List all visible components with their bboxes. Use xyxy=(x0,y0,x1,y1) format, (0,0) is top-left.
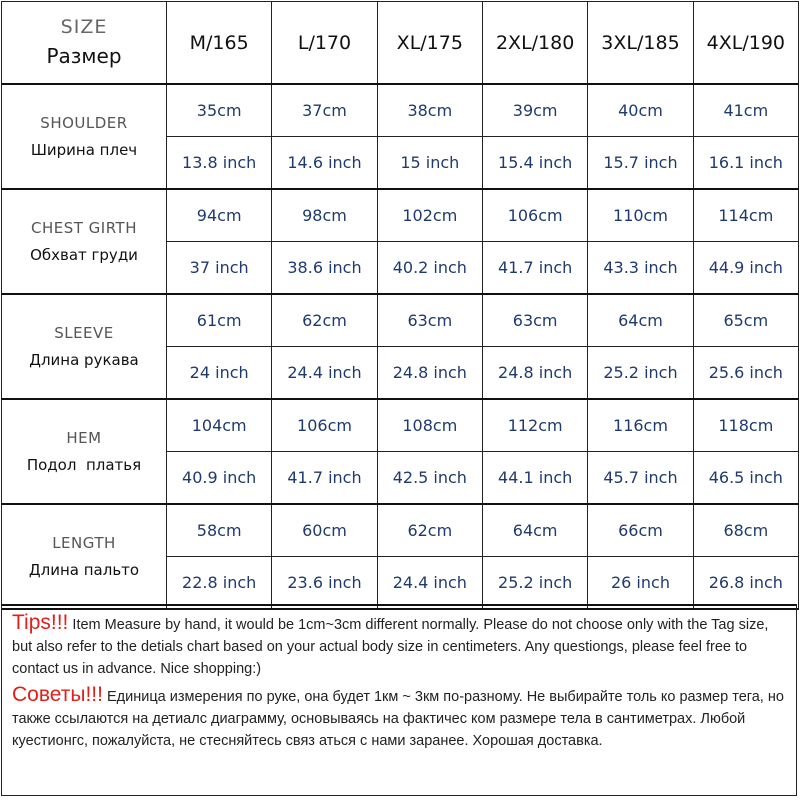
value-cm-cell: 106cm xyxy=(482,189,587,242)
value-cm-cell: 60cm xyxy=(272,504,377,557)
measurement-row-cm xyxy=(2,399,799,452)
value-inch-cell: 14.6 inch xyxy=(272,137,377,190)
value-inch-cell: 43.3 inch xyxy=(588,242,693,295)
measurement-label-en: CHEST GIRTH xyxy=(30,219,137,238)
measurement-label xyxy=(2,399,167,504)
value-cm-cell: 39cm xyxy=(482,84,587,137)
size-header: 4XL/190 xyxy=(693,2,798,85)
measurements-body xyxy=(2,84,799,609)
value-inch-cell: 41.7 inch xyxy=(482,242,587,295)
value-cm-cell: 118cm xyxy=(693,399,798,452)
value-inch-cell: 44.1 inch xyxy=(482,452,587,505)
value-inch-cell: 42.5 inch xyxy=(377,452,482,505)
value-inch-cell: 15.7 inch xyxy=(588,137,693,190)
value-cm-cell: 38cm xyxy=(377,84,482,137)
value-cm-cell: 62cm xyxy=(272,294,377,347)
value-inch-cell: 26 inch xyxy=(588,557,693,610)
value-inch-cell: 40.2 inch xyxy=(377,242,482,295)
value-cm-cell: 64cm xyxy=(588,294,693,347)
value-inch-cell: 44.9 inch xyxy=(693,242,798,295)
value-cm-cell: 114cm xyxy=(693,189,798,242)
tips-heading-en: Tips!!! xyxy=(12,611,69,634)
value-inch-cell: 16.1 inch xyxy=(693,137,798,190)
tips-russian xyxy=(12,684,788,752)
value-cm-cell: 68cm xyxy=(693,504,798,557)
value-cm-cell: 94cm xyxy=(167,189,272,242)
tips-english xyxy=(12,612,788,680)
measurement-label-ru: Обхват груди xyxy=(30,245,138,264)
value-inch-cell: 24.8 inch xyxy=(377,347,482,400)
measurement-label-ru: Подол платья xyxy=(26,455,142,474)
value-cm-cell: 110cm xyxy=(588,189,693,242)
size-header: 3XL/185 xyxy=(588,2,693,85)
measurement-label-ru: Ширина плеч xyxy=(30,140,138,159)
measurement-label-ru: Длина рукава xyxy=(29,350,139,369)
corner-cell xyxy=(2,2,167,85)
size-header: M/165 xyxy=(167,2,272,85)
value-inch-cell: 38.6 inch xyxy=(272,242,377,295)
value-inch-cell: 24.4 inch xyxy=(272,347,377,400)
value-cm-cell: 112cm xyxy=(482,399,587,452)
tips-text-en: Item Measure by hand, it would be 1cm~3cm different normally. Please do not choose only with the Tag size, but also refer to the detials chart based on your actual body size in centimeters. Any questiongs, please feel free to contact us in advance. Nice shopping:) xyxy=(12,617,769,677)
tips-box xyxy=(1,604,797,796)
measurement-label-en: SLEEVE xyxy=(54,324,114,343)
size-header: L/170 xyxy=(272,2,377,85)
value-cm-cell: 64cm xyxy=(482,504,587,557)
value-cm-cell: 116cm xyxy=(588,399,693,452)
measurement-label-en: SHOULDER xyxy=(40,114,128,133)
value-inch-cell: 25.2 inch xyxy=(482,557,587,610)
value-cm-cell: 62cm xyxy=(377,504,482,557)
value-cm-cell: 106cm xyxy=(272,399,377,452)
value-cm-cell: 63cm xyxy=(377,294,482,347)
size-header: XL/175 xyxy=(377,2,482,85)
value-inch-cell: 25.6 inch xyxy=(693,347,798,400)
value-inch-cell: 24.4 inch xyxy=(377,557,482,610)
value-inch-cell: 24.8 inch xyxy=(482,347,587,400)
header-row xyxy=(2,2,799,85)
value-inch-cell: 15.4 inch xyxy=(482,137,587,190)
value-inch-cell: 23.6 inch xyxy=(272,557,377,610)
value-inch-cell: 40.9 inch xyxy=(167,452,272,505)
measurement-label xyxy=(2,294,167,399)
value-inch-cell: 25.2 inch xyxy=(588,347,693,400)
size-header: 2XL/180 xyxy=(482,2,587,85)
measurement-label xyxy=(2,189,167,294)
value-inch-cell: 22.8 inch xyxy=(167,557,272,610)
measurement-label-en: HEM xyxy=(66,429,102,448)
tips-text-ru: Единица измерения по руке, она будет 1км ~ 3км по-разному. Не выбирайте толь ко размер тега, но также ссылаются на детиалс диаграмму, основываясь на фактичес ком размере тела в сантиметрах. Любой куестионгс, пожалуйста, не стесняйтесь связ аться с нами заранее. Хорошая доставка. xyxy=(12,689,784,749)
value-inch-cell: 15 inch xyxy=(377,137,482,190)
value-cm-cell: 66cm xyxy=(588,504,693,557)
tips-heading-ru: Советы!!! xyxy=(12,683,103,706)
value-inch-cell: 37 inch xyxy=(167,242,272,295)
value-inch-cell: 41.7 inch xyxy=(272,452,377,505)
value-cm-cell: 41cm xyxy=(693,84,798,137)
value-cm-cell: 98cm xyxy=(272,189,377,242)
corner-label-ru: Размер xyxy=(46,43,122,68)
value-cm-cell: 65cm xyxy=(693,294,798,347)
value-cm-cell: 58cm xyxy=(167,504,272,557)
value-inch-cell: 24 inch xyxy=(167,347,272,400)
value-inch-cell: 26.8 inch xyxy=(693,557,798,610)
measurement-row-cm xyxy=(2,84,799,137)
value-cm-cell: 108cm xyxy=(377,399,482,452)
value-cm-cell: 61cm xyxy=(167,294,272,347)
value-inch-cell: 45.7 inch xyxy=(588,452,693,505)
measurement-row-cm xyxy=(2,189,799,242)
measurement-label xyxy=(2,504,167,609)
value-cm-cell: 40cm xyxy=(588,84,693,137)
value-inch-cell: 46.5 inch xyxy=(693,452,798,505)
measurement-row-cm xyxy=(2,504,799,557)
size-table xyxy=(1,1,799,610)
measurement-label-ru: Длина пальто xyxy=(28,560,140,579)
value-cm-cell: 102cm xyxy=(377,189,482,242)
value-cm-cell: 35cm xyxy=(167,84,272,137)
value-inch-cell: 13.8 inch xyxy=(167,137,272,190)
measurement-label xyxy=(2,84,167,189)
value-cm-cell: 63cm xyxy=(482,294,587,347)
corner-label-en: SIZE xyxy=(60,16,108,39)
value-cm-cell: 37cm xyxy=(272,84,377,137)
measurement-row-cm xyxy=(2,294,799,347)
value-cm-cell: 104cm xyxy=(167,399,272,452)
measurement-label-en: LENGTH xyxy=(52,534,116,553)
